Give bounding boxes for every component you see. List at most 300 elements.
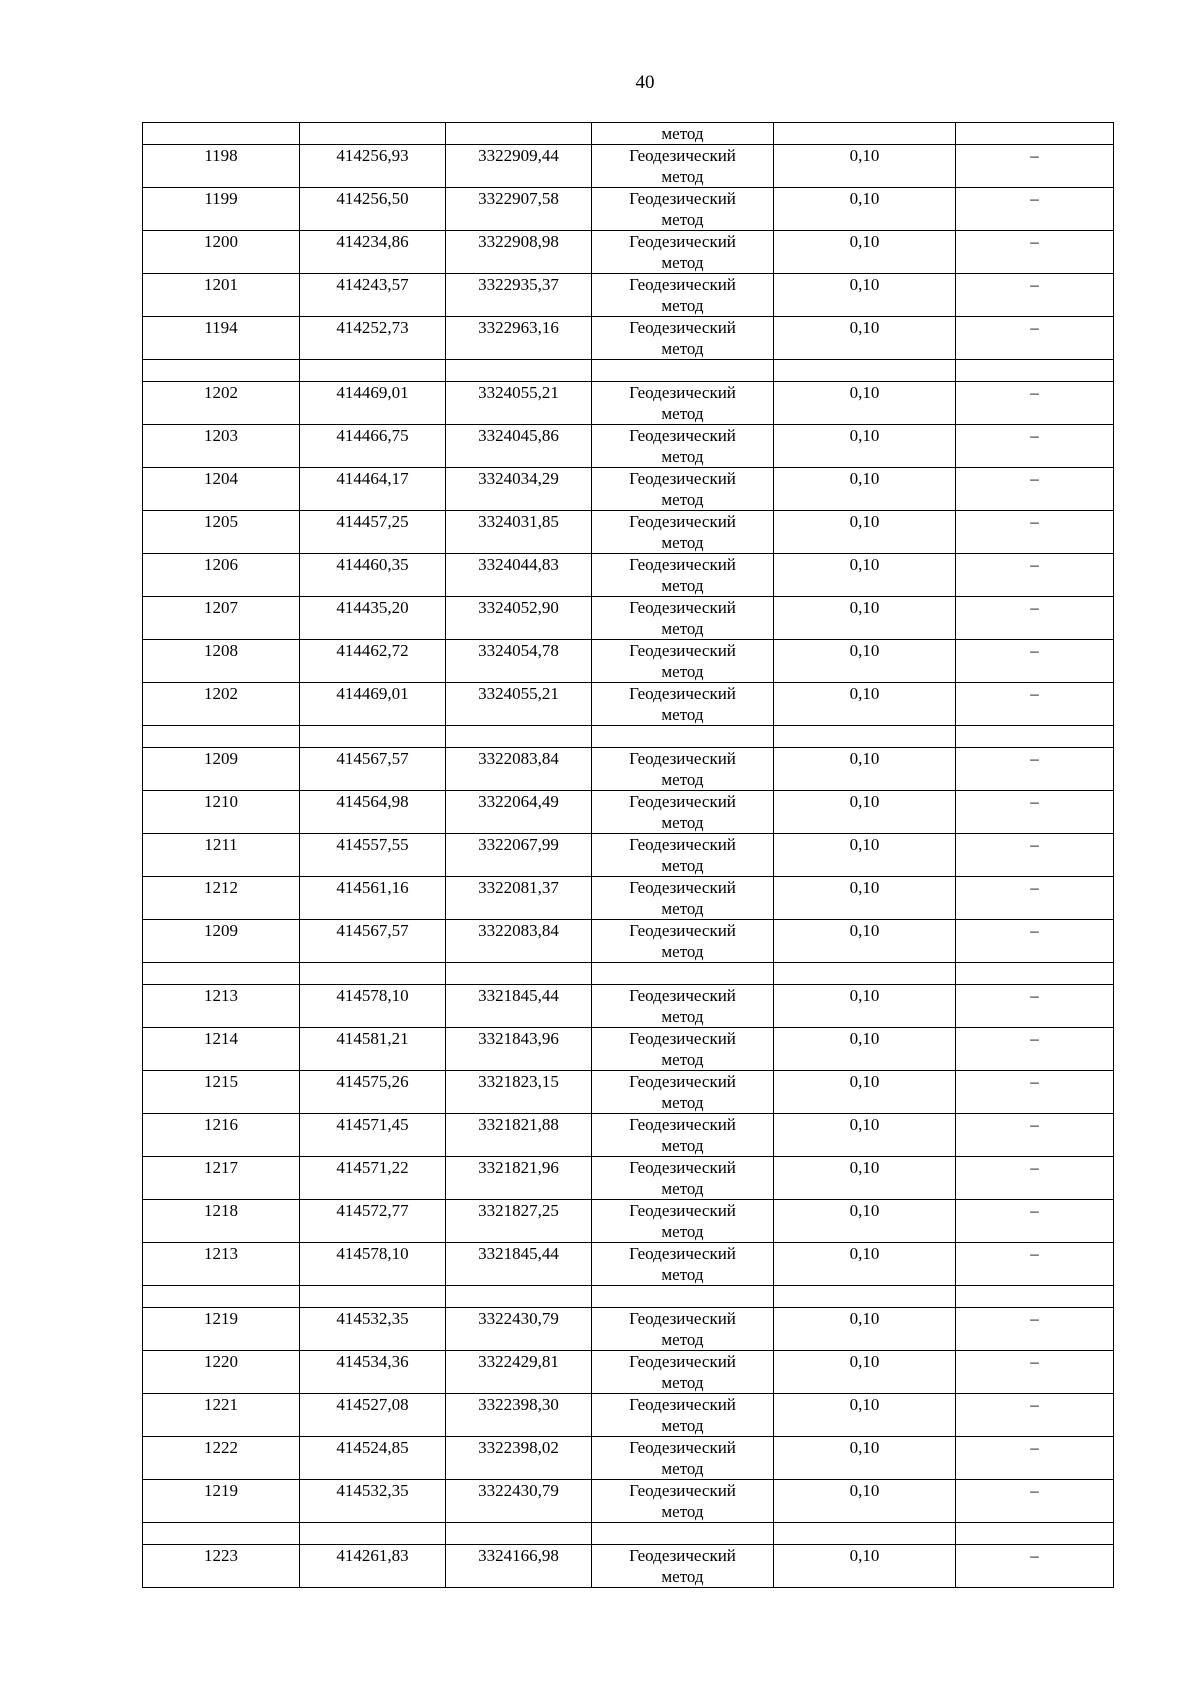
method-text: метод bbox=[661, 1567, 704, 1586]
cell-x: 414435,20 bbox=[300, 597, 446, 640]
cell-x: 414572,77 bbox=[300, 1200, 446, 1243]
method-text: метод bbox=[661, 1459, 704, 1478]
cell-accuracy: 0,10 bbox=[774, 231, 956, 274]
separator-cell bbox=[774, 1523, 956, 1545]
cell-note: – bbox=[956, 834, 1114, 877]
cell-x: 414252,73 bbox=[300, 317, 446, 360]
cell-accuracy: 0,10 bbox=[774, 1308, 956, 1351]
cell-y: 3321821,96 bbox=[446, 1157, 592, 1200]
cell-x: 414527,08 bbox=[300, 1394, 446, 1437]
cell-note: – bbox=[956, 1351, 1114, 1394]
cell-x: 414256,93 bbox=[300, 145, 446, 188]
cell-method bbox=[592, 1351, 774, 1394]
cell-method bbox=[592, 382, 774, 425]
cell-note: – bbox=[956, 1200, 1114, 1243]
cell-accuracy: 0,10 bbox=[774, 145, 956, 188]
cell-point: 1216 bbox=[143, 1114, 300, 1157]
method-text: метод bbox=[661, 1416, 704, 1435]
cell-y: 3322398,30 bbox=[446, 1394, 592, 1437]
cell-accuracy: 0,10 bbox=[774, 748, 956, 791]
separator-row bbox=[143, 1286, 1114, 1308]
cell-x: 414469,01 bbox=[300, 683, 446, 726]
cell-method bbox=[592, 1545, 774, 1588]
method-text: Геодезический bbox=[629, 275, 736, 294]
cell-point: 1212 bbox=[143, 877, 300, 920]
cell-accuracy: 0,10 bbox=[774, 511, 956, 554]
cell-note: – bbox=[956, 554, 1114, 597]
method-text: Геодезический bbox=[629, 598, 736, 617]
cell-y: 3322067,99 bbox=[446, 834, 592, 877]
cell-accuracy: 0,10 bbox=[774, 317, 956, 360]
cell-x: 414464,17 bbox=[300, 468, 446, 511]
cell-point: 1211 bbox=[143, 834, 300, 877]
cell-point: 1213 bbox=[143, 985, 300, 1028]
cell-point: 1205 bbox=[143, 511, 300, 554]
method-text: Геодезический bbox=[629, 835, 736, 854]
separator-cell bbox=[446, 1523, 592, 1545]
cell-y: 3324034,29 bbox=[446, 468, 592, 511]
separator-cell bbox=[143, 1286, 300, 1308]
method-text: Геодезический bbox=[629, 1115, 736, 1134]
method-text: метод bbox=[661, 1330, 704, 1349]
cell-method bbox=[592, 791, 774, 834]
cell-note: – bbox=[956, 1028, 1114, 1071]
cell-point: 1199 bbox=[143, 188, 300, 231]
cell-x: 414571,22 bbox=[300, 1157, 446, 1200]
method-text: Геодезический bbox=[629, 1438, 736, 1457]
cell-accuracy: 0,10 bbox=[774, 1071, 956, 1114]
cell-point: 1213 bbox=[143, 1243, 300, 1286]
method-text: Геодезический bbox=[629, 1309, 736, 1328]
cell-point: 1210 bbox=[143, 791, 300, 834]
cell-point: 1220 bbox=[143, 1351, 300, 1394]
cell-point: 1194 bbox=[143, 317, 300, 360]
cell-y bbox=[446, 123, 592, 145]
cell-method bbox=[592, 274, 774, 317]
page-number: 40 bbox=[635, 72, 655, 93]
cell-y: 3322909,44 bbox=[446, 145, 592, 188]
cell-point: 1202 bbox=[143, 382, 300, 425]
method-text: метод bbox=[661, 1136, 704, 1155]
method-text: Геодезический bbox=[629, 878, 736, 897]
method-text: Геодезический bbox=[629, 146, 736, 165]
cell-accuracy: 0,10 bbox=[774, 920, 956, 963]
cell-note: – bbox=[956, 597, 1114, 640]
method-text: метод bbox=[661, 1007, 704, 1026]
separator-cell bbox=[774, 1286, 956, 1308]
cell-note: – bbox=[956, 1308, 1114, 1351]
cell-accuracy: 0,10 bbox=[774, 597, 956, 640]
cell-method bbox=[592, 640, 774, 683]
cell-y: 3322963,16 bbox=[446, 317, 592, 360]
method-text: метод bbox=[661, 1373, 704, 1392]
method-text: метод bbox=[661, 576, 704, 595]
cell-point: 1201 bbox=[143, 274, 300, 317]
cell-point: 1206 bbox=[143, 554, 300, 597]
cell-y: 3321843,96 bbox=[446, 1028, 592, 1071]
cell-accuracy bbox=[774, 123, 956, 145]
cell-y: 3324054,78 bbox=[446, 640, 592, 683]
cell-accuracy: 0,10 bbox=[774, 1114, 956, 1157]
table-row bbox=[143, 188, 1114, 231]
cell-y: 3324166,98 bbox=[446, 1545, 592, 1588]
cell-method bbox=[592, 1243, 774, 1286]
cell-point: 1214 bbox=[143, 1028, 300, 1071]
method-text: метод bbox=[661, 1222, 704, 1241]
cell-y: 3322429,81 bbox=[446, 1351, 592, 1394]
method-text: метод bbox=[661, 770, 704, 789]
separator-cell bbox=[592, 360, 774, 382]
cell-x: 414571,45 bbox=[300, 1114, 446, 1157]
cell-x: 414564,98 bbox=[300, 791, 446, 834]
cell-note: – bbox=[956, 188, 1114, 231]
method-text: Геодезический bbox=[629, 512, 736, 531]
table-row bbox=[143, 231, 1114, 274]
table-row bbox=[143, 834, 1114, 877]
cell-x: 414462,72 bbox=[300, 640, 446, 683]
method-text: Геодезический bbox=[629, 792, 736, 811]
method-text: метод bbox=[661, 447, 704, 466]
cell-accuracy: 0,10 bbox=[774, 683, 956, 726]
table-row bbox=[143, 1545, 1114, 1588]
method-text: Геодезический bbox=[629, 986, 736, 1005]
cell-note: – bbox=[956, 791, 1114, 834]
cell-note: – bbox=[956, 683, 1114, 726]
cell-x: 414234,86 bbox=[300, 231, 446, 274]
cell-x: 414261,83 bbox=[300, 1545, 446, 1588]
separator-cell bbox=[956, 1286, 1114, 1308]
separator-cell bbox=[956, 360, 1114, 382]
cell-accuracy: 0,10 bbox=[774, 425, 956, 468]
separator-cell bbox=[592, 1286, 774, 1308]
cell-method bbox=[592, 231, 774, 274]
cell-method bbox=[592, 1071, 774, 1114]
cell-method bbox=[592, 834, 774, 877]
table-row bbox=[143, 1437, 1114, 1480]
method-text: метод bbox=[661, 253, 704, 272]
cell-point: 1219 bbox=[143, 1480, 300, 1523]
table-row bbox=[143, 1157, 1114, 1200]
cell-x: 414578,10 bbox=[300, 1243, 446, 1286]
table-row bbox=[143, 920, 1114, 963]
cell-y: 3322430,79 bbox=[446, 1308, 592, 1351]
cell-accuracy: 0,10 bbox=[774, 1351, 956, 1394]
cell-point: 1208 bbox=[143, 640, 300, 683]
cell-x: 414457,25 bbox=[300, 511, 446, 554]
method-text: Геодезический bbox=[629, 1201, 736, 1220]
cell-method bbox=[592, 425, 774, 468]
cell-method bbox=[592, 1157, 774, 1200]
table-row bbox=[143, 1351, 1114, 1394]
separator-cell bbox=[446, 963, 592, 985]
cell-method bbox=[592, 920, 774, 963]
cell-y: 3322398,02 bbox=[446, 1437, 592, 1480]
separator-cell bbox=[143, 726, 300, 748]
separator-cell bbox=[956, 1523, 1114, 1545]
table-row bbox=[143, 274, 1114, 317]
cell-x: 414460,35 bbox=[300, 554, 446, 597]
method-text: Геодезический bbox=[629, 1546, 736, 1565]
table-row bbox=[143, 1243, 1114, 1286]
cell-point: 1222 bbox=[143, 1437, 300, 1480]
cell-point bbox=[143, 123, 300, 145]
cell-point: 1223 bbox=[143, 1545, 300, 1588]
method-text: Геодезический bbox=[629, 189, 736, 208]
cell-note: – bbox=[956, 1480, 1114, 1523]
table-row bbox=[143, 877, 1114, 920]
separator-cell bbox=[592, 726, 774, 748]
method-text: метод bbox=[661, 339, 704, 358]
cell-method bbox=[592, 1480, 774, 1523]
cell-y: 3324055,21 bbox=[446, 382, 592, 425]
cell-method bbox=[592, 1437, 774, 1480]
cell-note: – bbox=[956, 468, 1114, 511]
cell-method bbox=[592, 1114, 774, 1157]
cell-method bbox=[592, 877, 774, 920]
cell-method bbox=[592, 985, 774, 1028]
cell-note: – bbox=[956, 145, 1114, 188]
cell-y: 3322083,84 bbox=[446, 920, 592, 963]
method-text: метод bbox=[661, 619, 704, 638]
method-text: Геодезический bbox=[629, 469, 736, 488]
cell-method bbox=[592, 145, 774, 188]
table-row bbox=[143, 317, 1114, 360]
table-row bbox=[143, 597, 1114, 640]
cell-note: – bbox=[956, 274, 1114, 317]
separator-cell bbox=[300, 1286, 446, 1308]
cell-y: 3321821,88 bbox=[446, 1114, 592, 1157]
cell-point: 1198 bbox=[143, 145, 300, 188]
table-row bbox=[143, 1394, 1114, 1437]
method-text: Геодезический bbox=[629, 1395, 736, 1414]
cell-x: 414466,75 bbox=[300, 425, 446, 468]
method-text: Геодезический bbox=[629, 1244, 736, 1263]
cell-point: 1202 bbox=[143, 683, 300, 726]
cell-method bbox=[592, 188, 774, 231]
cell-x: 414532,35 bbox=[300, 1308, 446, 1351]
cell-y: 3322083,84 bbox=[446, 748, 592, 791]
method-text: метод bbox=[661, 1093, 704, 1112]
table-row bbox=[143, 748, 1114, 791]
method-text: метод bbox=[661, 942, 704, 961]
cell-accuracy: 0,10 bbox=[774, 985, 956, 1028]
cell-y: 3321823,15 bbox=[446, 1071, 592, 1114]
method-text: метод bbox=[661, 124, 704, 143]
continuation-row bbox=[143, 123, 1114, 145]
separator-cell bbox=[300, 360, 446, 382]
method-text: метод bbox=[661, 296, 704, 315]
method-text: метод bbox=[661, 210, 704, 229]
cell-note: – bbox=[956, 1243, 1114, 1286]
cell-y: 3322064,49 bbox=[446, 791, 592, 834]
cell-method bbox=[592, 597, 774, 640]
cell-point: 1203 bbox=[143, 425, 300, 468]
cell-accuracy: 0,10 bbox=[774, 1480, 956, 1523]
method-text: Геодезический bbox=[629, 1352, 736, 1371]
cell-note: – bbox=[956, 231, 1114, 274]
method-text: Геодезический bbox=[629, 426, 736, 445]
table-row bbox=[143, 511, 1114, 554]
cell-accuracy: 0,10 bbox=[774, 188, 956, 231]
cell-accuracy: 0,10 bbox=[774, 640, 956, 683]
table-row bbox=[143, 425, 1114, 468]
cell-accuracy: 0,10 bbox=[774, 1157, 956, 1200]
separator-row bbox=[143, 360, 1114, 382]
method-text: Геодезический bbox=[629, 232, 736, 251]
table-row bbox=[143, 145, 1114, 188]
cell-note: – bbox=[956, 748, 1114, 791]
cell-x: 414524,85 bbox=[300, 1437, 446, 1480]
cell-y: 3324044,83 bbox=[446, 554, 592, 597]
separator-cell bbox=[300, 1523, 446, 1545]
cell-note: – bbox=[956, 425, 1114, 468]
separator-cell bbox=[446, 360, 592, 382]
cell-accuracy: 0,10 bbox=[774, 1437, 956, 1480]
method-text: метод bbox=[661, 490, 704, 509]
method-text: Геодезический bbox=[629, 318, 736, 337]
cell-note: – bbox=[956, 877, 1114, 920]
separator-cell bbox=[300, 726, 446, 748]
cell-note: – bbox=[956, 1114, 1114, 1157]
cell-x: 414469,01 bbox=[300, 382, 446, 425]
method-text: метод bbox=[661, 813, 704, 832]
cell-accuracy: 0,10 bbox=[774, 382, 956, 425]
method-text: метод bbox=[661, 533, 704, 552]
separator-row bbox=[143, 1523, 1114, 1545]
table-row bbox=[143, 1308, 1114, 1351]
cell-y: 3321845,44 bbox=[446, 1243, 592, 1286]
cell-accuracy: 0,10 bbox=[774, 554, 956, 597]
cell-accuracy: 0,10 bbox=[774, 1028, 956, 1071]
table-row bbox=[143, 791, 1114, 834]
separator-cell bbox=[774, 726, 956, 748]
cell-y: 3321827,25 bbox=[446, 1200, 592, 1243]
method-text: метод bbox=[661, 705, 704, 724]
cell-method bbox=[592, 468, 774, 511]
separator-cell bbox=[592, 963, 774, 985]
method-text: метод bbox=[661, 899, 704, 918]
method-text: Геодезический bbox=[629, 1481, 736, 1500]
cell-accuracy: 0,10 bbox=[774, 1545, 956, 1588]
table-row bbox=[143, 1114, 1114, 1157]
method-text: метод bbox=[661, 1050, 704, 1069]
separator-cell bbox=[300, 963, 446, 985]
table-row bbox=[143, 468, 1114, 511]
cell-note: – bbox=[956, 511, 1114, 554]
method-text: Геодезический bbox=[629, 555, 736, 574]
cell-x: 414534,36 bbox=[300, 1351, 446, 1394]
method-text: метод bbox=[661, 856, 704, 875]
cell-method bbox=[592, 123, 774, 145]
separator-cell bbox=[956, 726, 1114, 748]
separator-cell bbox=[774, 963, 956, 985]
table-row bbox=[143, 1028, 1114, 1071]
method-text: Геодезический bbox=[629, 1072, 736, 1091]
table-row bbox=[143, 1200, 1114, 1243]
cell-method bbox=[592, 748, 774, 791]
cell-y: 3322935,37 bbox=[446, 274, 592, 317]
cell-note: – bbox=[956, 1394, 1114, 1437]
separator-row bbox=[143, 963, 1114, 985]
cell-point: 1209 bbox=[143, 920, 300, 963]
method-text: метод bbox=[661, 404, 704, 423]
cell-method bbox=[592, 1308, 774, 1351]
cell-note bbox=[956, 123, 1114, 145]
cell-y: 3321845,44 bbox=[446, 985, 592, 1028]
method-text: метод bbox=[661, 1179, 704, 1198]
cell-accuracy: 0,10 bbox=[774, 1243, 956, 1286]
cell-y: 3324055,21 bbox=[446, 683, 592, 726]
cell-note: – bbox=[956, 1437, 1114, 1480]
cell-note: – bbox=[956, 640, 1114, 683]
cell-point: 1219 bbox=[143, 1308, 300, 1351]
cell-method bbox=[592, 1028, 774, 1071]
cell-note: – bbox=[956, 985, 1114, 1028]
method-text: Геодезический bbox=[629, 749, 736, 768]
cell-method bbox=[592, 1394, 774, 1437]
cell-x: 414243,57 bbox=[300, 274, 446, 317]
method-text: метод bbox=[661, 167, 704, 186]
cell-x: 414532,35 bbox=[300, 1480, 446, 1523]
separator-cell bbox=[956, 963, 1114, 985]
cell-note: – bbox=[956, 1071, 1114, 1114]
separator-cell bbox=[774, 360, 956, 382]
cell-y: 3322430,79 bbox=[446, 1480, 592, 1523]
method-text: метод bbox=[661, 1265, 704, 1284]
method-text: метод bbox=[661, 662, 704, 681]
cell-point: 1218 bbox=[143, 1200, 300, 1243]
coordinates-table bbox=[142, 122, 1114, 1588]
table-row bbox=[143, 985, 1114, 1028]
cell-x: 414567,57 bbox=[300, 920, 446, 963]
method-text: Геодезический bbox=[629, 383, 736, 402]
cell-accuracy: 0,10 bbox=[774, 877, 956, 920]
cell-y: 3322908,98 bbox=[446, 231, 592, 274]
table-row bbox=[143, 1480, 1114, 1523]
cell-x: 414578,10 bbox=[300, 985, 446, 1028]
cell-accuracy: 0,10 bbox=[774, 834, 956, 877]
cell-point: 1221 bbox=[143, 1394, 300, 1437]
method-text: Геодезический bbox=[629, 921, 736, 940]
cell-accuracy: 0,10 bbox=[774, 1200, 956, 1243]
cell-note: – bbox=[956, 317, 1114, 360]
table-row bbox=[143, 640, 1114, 683]
separator-cell bbox=[143, 360, 300, 382]
cell-y: 3322081,37 bbox=[446, 877, 592, 920]
cell-method bbox=[592, 511, 774, 554]
coordinates-table-body bbox=[143, 123, 1114, 1588]
separator-cell bbox=[143, 1523, 300, 1545]
method-text: Геодезический bbox=[629, 684, 736, 703]
cell-y: 3324045,86 bbox=[446, 425, 592, 468]
cell-method bbox=[592, 317, 774, 360]
cell-method bbox=[592, 554, 774, 597]
cell-accuracy: 0,10 bbox=[774, 468, 956, 511]
cell-x: 414575,26 bbox=[300, 1071, 446, 1114]
cell-note: – bbox=[956, 1157, 1114, 1200]
cell-point: 1207 bbox=[143, 597, 300, 640]
method-text: Геодезический bbox=[629, 641, 736, 660]
cell-x bbox=[300, 123, 446, 145]
cell-method bbox=[592, 1200, 774, 1243]
cell-point: 1215 bbox=[143, 1071, 300, 1114]
cell-x: 414256,50 bbox=[300, 188, 446, 231]
separator-cell bbox=[446, 1286, 592, 1308]
cell-x: 414567,57 bbox=[300, 748, 446, 791]
cell-accuracy: 0,10 bbox=[774, 1394, 956, 1437]
cell-point: 1200 bbox=[143, 231, 300, 274]
cell-note: – bbox=[956, 1545, 1114, 1588]
